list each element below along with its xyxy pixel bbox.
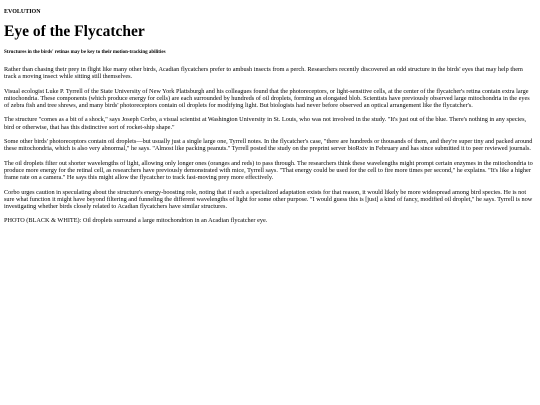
article-paragraph-4: Some other birds' photoreceptors contain oil droplets—but usually just a single large one, Tyrrell notes. In the flycatcher's case, "there are hundreds or thousands of them, and they're super tiny and packed around these mitochondria, which is also very abnormal," he says. "Almost like packing peanuts." Tyrrell posted the study on the preprint server bioRxiv in February and has since submitted it to peer reviewed journals. [4, 138, 533, 153]
article-paragraph-3: The structure "comes as a bit of a shock," says Joseph Corbo, a visual scientist at Washington University in St. Louis, who was not involved in the study. "It's just out of the blue. There's nothing in any species, bird or otherwise, that has this distinctive sort of rocket-ship shape." [4, 116, 527, 131]
section-kicker: EVOLUTION [4, 9, 41, 15]
article-paragraph-6: Corbo urges caution in speculating about the structure's energy-boosting role, noting that if such a specialized adaptation exists for that reason, it would likely be more widespread among bird species. He is not sure what function it might have beyond filtering and funneling the different wavelengths of light for some other purpose. "I would guess this is [just] a kind of fancy, modified oil droplet," he says. Tyrrell is now investigating whether birds closely related to Acadian flycatchers have similar structures. [4, 188, 533, 211]
article-deck: Structures in the birds' retinas may be key to their motion-tracking abilities [4, 50, 166, 55]
photo-caption: PHOTO (BLACK & WHITE): Oil droplets surround a large mitochondrion in an Acadian flycatcher eye. [4, 217, 268, 225]
article-title: Eye of the Flycatcher [4, 23, 145, 40]
article-paragraph-2: Visual ecologist Luke P. Tyrrell of the State University of New York Plattsburgh and his colleagues found that the photoreceptors, or light-sensitive cells, at the center of the flycatcher's retina contain extra large mitochondria. These components (which produce energy for cells) are each surrounded by hundreds of oil droplets, forming an elongated blob. Scientists have previously observed large mitochondria in the eyes of zebra fish and tree shrews, and many birds' photoreceptors contain oil droplets for modifying light. But biologists had never before observed an optical arrangement like the flycatcher's. [4, 87, 530, 110]
article-paragraph-5: The oil droplets filter out shorter wavelengths of light, allowing only longer ones (oranges and reds) to pass through. The researchers think these wavelengths might prompt certain enzymes in the mitochondria to produce more energy for the retinal cell, as researchers have previously demonstrated with mice, Tyrrell says. "That energy could be used for the cell to fire more times per second," he explains. "It's like a higher frame rate on a camera." He says this might allow the flycatcher to track fast-moving prey more effectively. [4, 159, 533, 182]
article-paragraph-1: Rather than chasing their prey in flight like many other birds, Acadian flycatchers prefer to ambush insects from a perch. Researchers recently discovered an odd structure in the birds' eyes that may help them track a moving insect while sitting still themselves. [4, 66, 523, 81]
